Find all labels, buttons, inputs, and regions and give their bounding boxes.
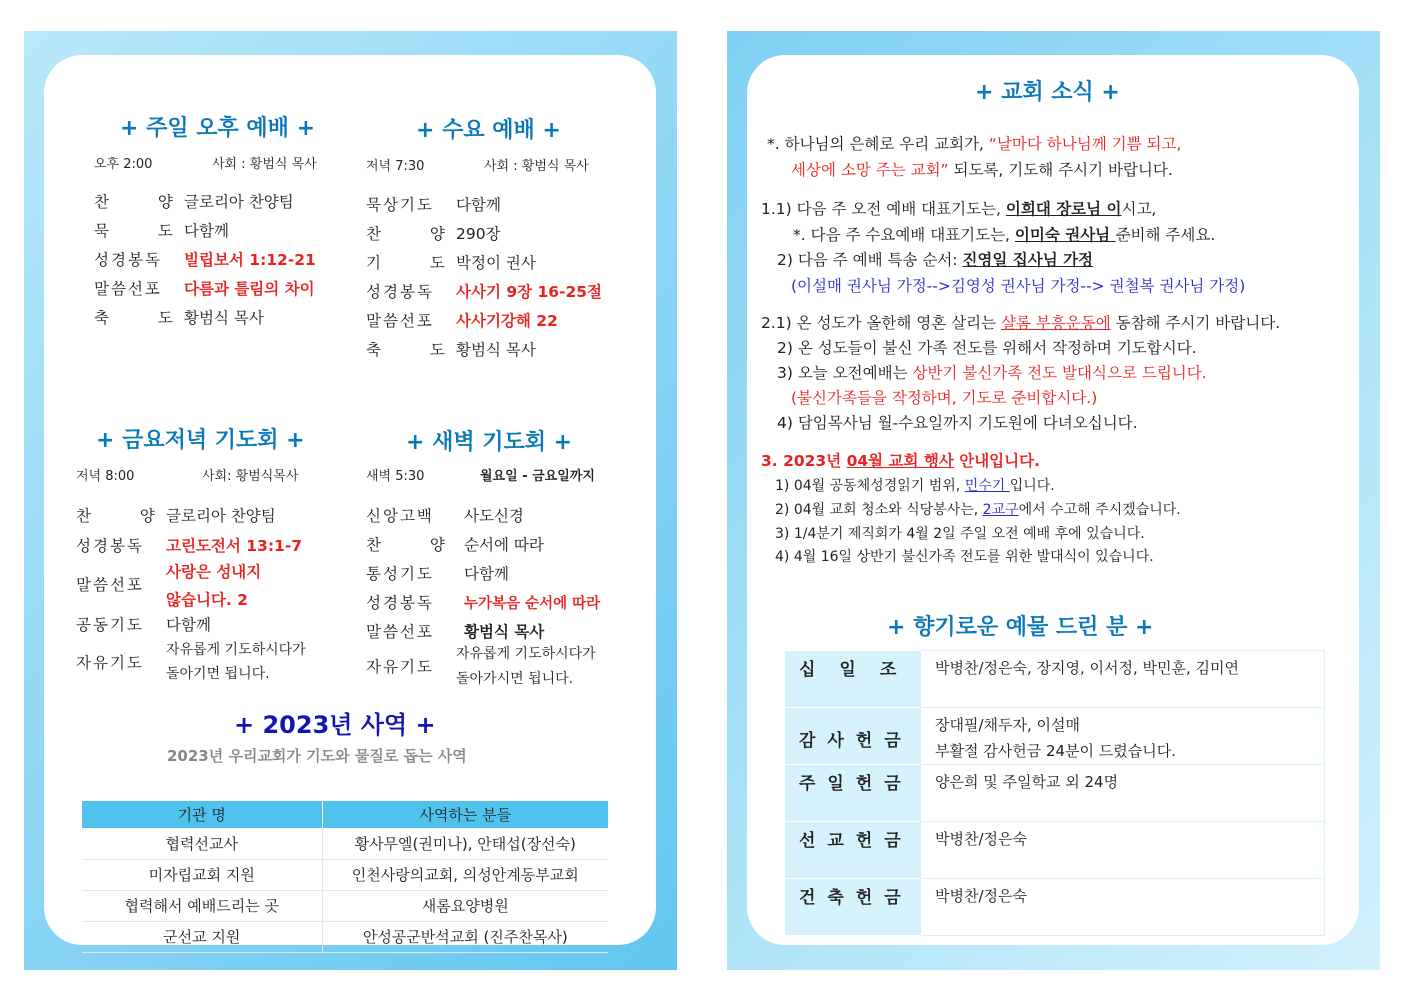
friday-label-1: 찬 양 (76, 507, 177, 525)
offering-label: 건축헌금 (785, 879, 921, 936)
offering-givers-line2: 부활절 감사헌금 24분이 드렸습니다. (935, 742, 1177, 760)
dawn-value-1: 사도신경 (464, 507, 524, 525)
friday-prayer-leader: 사회: 황범식목사 (202, 469, 299, 484)
ministry-table (82, 801, 608, 953)
sunday-label-3: 성경봉독 (94, 251, 162, 269)
news-1-1-name: 이희대 장로님 이 (1005, 200, 1122, 218)
ministry-org: 군선교 지원 (82, 921, 322, 952)
friday-label-4: 공동기도 (76, 616, 144, 634)
friday-value-2: 고린도전서 13:1-7 (166, 537, 303, 555)
table-row (785, 822, 1325, 879)
friday-value-5a: 자유롭게 기도하시다가 (166, 642, 306, 658)
offering-table (785, 650, 1325, 936)
news-1-2-order: (이설매 권사님 가정-->김영성 권사님 가정--> 권철복 권사님 가정) (791, 277, 1246, 295)
news-2-1 (761, 311, 1280, 333)
offering-givers-line1: 장대필/채두자, 이설매 (935, 716, 1081, 734)
sunday-service-time: 오후 2:00 (94, 157, 153, 172)
friday-value-5b: 돌아기면 됩니다. (166, 666, 270, 682)
table-row (785, 708, 1325, 765)
left-page-card (44, 55, 656, 945)
wednesday-label-4: 성경봉독 (366, 283, 434, 301)
wednesday-value-5: 사사기강해 22 (456, 312, 558, 330)
offering-label: 십일조 (785, 651, 921, 708)
ministry-people: 안성공군반석교회 (진주찬목사) (322, 921, 608, 952)
wednesday-value-2: 290장 (456, 225, 501, 243)
ministry-title: + 2023년 사역 + (234, 711, 436, 739)
news-2-1-highlight: 샬롬 부흥운동에 (1000, 314, 1111, 332)
offering-givers (921, 879, 1325, 936)
table-row (82, 828, 608, 859)
ministry-people: 새롬요양병원 (322, 890, 608, 921)
offering-label: 주일헌금 (785, 765, 921, 822)
dawn-value-5: 황범식 목사 (464, 623, 545, 641)
news-3-1-post: 입니다. (1009, 478, 1055, 494)
dawn-prayer-title: + 새벽 기도회 + (406, 430, 573, 455)
friday-prayer-title: + 금요저녁 기도회 + (96, 428, 305, 453)
table-row (82, 921, 608, 952)
sunday-value-4: 다름과 틀림의 차이 (184, 280, 315, 298)
news-3-title-pre: 3. 2023년 (761, 452, 847, 470)
wednesday-value-1: 다함께 (456, 196, 501, 214)
sunday-label-4: 말씀선포 (94, 280, 162, 298)
sunday-value-5: 황범식 목사 (184, 309, 264, 327)
news-2-1-text: 2.1) 온 성도가 올한해 영혼 살리는 (761, 314, 1001, 332)
ministry-table-header (82, 801, 608, 828)
wednesday-label-3: 기 도 (366, 254, 467, 272)
offering-givers (921, 765, 1325, 822)
dawn-value-3: 다함께 (464, 565, 509, 583)
news-3-title-post: 안내입니다. (953, 452, 1040, 470)
news-intro-line1 (767, 132, 1181, 154)
wednesday-label-6: 축 도 (366, 341, 467, 359)
news-3-1-text: 1) 04월 공동체성경읽기 범위, (775, 478, 965, 494)
offering-title: + 향기로운 예물 드린 분 + (887, 615, 1154, 640)
right-page-card (747, 55, 1359, 945)
table-row (82, 890, 608, 921)
sunday-service-leader: 사회 : 황범식 목사 (212, 157, 317, 172)
sunday-service-title: + 주일 오후 예배 + (120, 116, 316, 141)
table-row (82, 859, 608, 890)
news-1-2-name: 진영일 집사님 가정 (962, 251, 1094, 269)
friday-value-4: 다함께 (166, 616, 211, 634)
wednesday-value-3: 박정이 권사 (456, 254, 536, 272)
offering-givers-line1: 박병찬/정은숙 (935, 887, 1027, 905)
ministry-org: 미자립교회 지원 (82, 859, 322, 890)
news-3-title-underline: 04월 교회 행사 (846, 452, 954, 470)
dawn-label-3: 통성기도 (366, 565, 434, 583)
ministry-subtitle: 2023년 우리교회가 기도와 물질로 돕는 사역 (167, 747, 467, 765)
friday-label-3: 말씀선포 (76, 576, 144, 594)
friday-label-2: 성경봉독 (76, 537, 144, 555)
news-intro-prefix: *. 하나님의 은혜로 우리 교회가, (767, 135, 989, 153)
ministry-people: 인천사랑의교회, 의성안계동부교회 (322, 859, 608, 890)
news-3-4: 4) 4월 16일 상반기 불신가족 전도를 위한 발대식이 있습니다. (775, 549, 1154, 565)
news-1-2 (777, 248, 1093, 270)
offering-label: 선교헌금 (785, 822, 921, 879)
sunday-label-5: 축 도 (94, 309, 195, 327)
sunday-label-2: 묵 도 (94, 222, 195, 240)
news-2-3-note: (불신가족들을 작정하며, 기도로 준비합시다.) (791, 389, 1098, 407)
table-row (785, 765, 1325, 822)
news-2-2: 2) 온 성도들이 불신 가족 전도를 위해서 작정하며 기도합시다. (777, 339, 1197, 357)
wednesday-label-2: 찬 양 (366, 225, 467, 243)
friday-value-3b: 않습니다. 2 (166, 591, 248, 609)
ministry-header-people: 사역하는 분들 (322, 801, 608, 828)
news-3-2-highlight: 2교구 (982, 502, 1019, 518)
right-page-panel (727, 31, 1380, 970)
dawn-value-4: 누가복음 순서에 따라 (464, 596, 601, 612)
friday-prayer-time: 저녁 8:00 (76, 469, 135, 484)
offering-givers-line1: 박병찬/정은숙, 장지영, 이서정, 박민훈, 김미연 (935, 659, 1240, 677)
news-3-2 (775, 499, 1181, 519)
offering-givers (921, 708, 1325, 765)
news-1-1b-name: 이미숙 권사님 (1014, 226, 1116, 244)
wednesday-value-6: 황범식 목사 (456, 341, 536, 359)
news-2-4: 4) 담임목사님 월-수요일까지 기도원에 다녀오십니다. (777, 414, 1138, 432)
news-intro-quote2: 세상에 소망 주는 교회” (791, 161, 949, 179)
friday-value-1: 글로리아 찬양팀 (166, 507, 276, 525)
dawn-value-2: 순서에 따라 (464, 536, 544, 554)
church-news-title: + 교회 소식 + (975, 80, 1120, 105)
dawn-label-2: 찬 양 (366, 536, 467, 554)
wednesday-service-title: + 수요 예배 + (416, 118, 561, 143)
news-intro-quote1: “날마다 하나님께 기쁨 되고, (988, 135, 1182, 153)
news-3-2-post: 에서 수고해 주시겠습니다. (1018, 502, 1181, 518)
news-3-1-highlight: 민수기 (964, 478, 1010, 494)
friday-label-5: 자유기도 (76, 654, 144, 672)
news-1-2-text: 2) 다음 주 예배 특송 순서: (777, 251, 963, 269)
news-1-1-text: 1.1) 다음 주 오전 예배 대표기도는, (761, 200, 1006, 218)
sunday-value-2: 다함께 (184, 222, 229, 240)
news-3-2-text: 2) 04월 교회 청소와 식당봉사는, (775, 502, 983, 518)
left-page-panel (24, 31, 677, 970)
news-2-3 (777, 361, 1207, 383)
news-1-1b (793, 223, 1215, 245)
sunday-value-1: 글로리아 찬양팀 (184, 193, 294, 211)
table-row (785, 879, 1325, 936)
ministry-header-org: 기관 명 (82, 801, 322, 828)
offering-givers-line1: 양은희 및 주일학교 외 24명 (935, 773, 1119, 791)
dawn-label-6: 자유기도 (366, 658, 434, 676)
sunday-label-1: 찬 양 (94, 193, 195, 211)
wednesday-value-4: 사사기 9장 16-25절 (456, 283, 603, 301)
news-intro-line2 (791, 158, 1173, 180)
news-1-1b-text: *. 다음 주 수요예배 대표기도는, (793, 226, 1015, 244)
news-1-1 (761, 197, 1156, 219)
friday-value-3a: 사랑은 성내지 (166, 563, 262, 581)
dawn-value-6a: 자유롭게 기도하시다가 (456, 646, 596, 662)
offering-label: 감사헌금 (785, 708, 921, 765)
dawn-label-4: 성경봉독 (366, 594, 434, 612)
wednesday-label-1: 묵상기도 (366, 196, 434, 214)
ministry-org: 협력선교사 (82, 828, 322, 859)
offering-givers (921, 822, 1325, 879)
news-intro-suffix: 되도록, 기도해 주시기 바랍니다. (948, 161, 1173, 179)
news-1-1-post: 시고, (1121, 200, 1157, 218)
news-2-3-highlight: 상반기 불신가족 전도 발대식으로 드립니다. (912, 364, 1207, 382)
dawn-label-5: 말씀선포 (366, 623, 434, 641)
dawn-prayer-time: 새벽 5:30 (366, 469, 425, 484)
table-row (785, 651, 1325, 708)
wednesday-label-5: 말씀선포 (366, 312, 434, 330)
news-3-title (761, 449, 1040, 471)
ministry-people: 황사무엘(권미나), 안태섭(장선숙) (322, 828, 608, 859)
offering-givers (921, 651, 1325, 708)
news-3-3: 3) 1/4분기 제직회가 4월 2일 주일 오전 예배 후에 있습니다. (775, 526, 1145, 542)
ministry-org: 협력해서 예배드리는 곳 (82, 890, 322, 921)
dawn-label-1: 신앙고백 (366, 507, 434, 525)
dawn-prayer-days: 월요일 - 금요일까지 (480, 469, 595, 484)
news-3-1 (775, 475, 1055, 495)
sunday-value-3: 빌립보서 1:12-21 (184, 251, 316, 269)
news-2-3-text: 3) 오늘 오전예배는 (777, 364, 913, 382)
offering-givers-line1: 박병찬/정은숙 (935, 830, 1027, 848)
wednesday-service-leader: 사회 : 황범식 목사 (484, 159, 589, 174)
wednesday-service-time: 저녁 7:30 (366, 159, 425, 174)
news-1-1b-post: 준비해 주세요. (1115, 226, 1216, 244)
dawn-value-6b: 돌아가시면 됩니다. (456, 671, 574, 687)
news-2-1-post: 동참해 주시기 바랍니다. (1110, 314, 1281, 332)
